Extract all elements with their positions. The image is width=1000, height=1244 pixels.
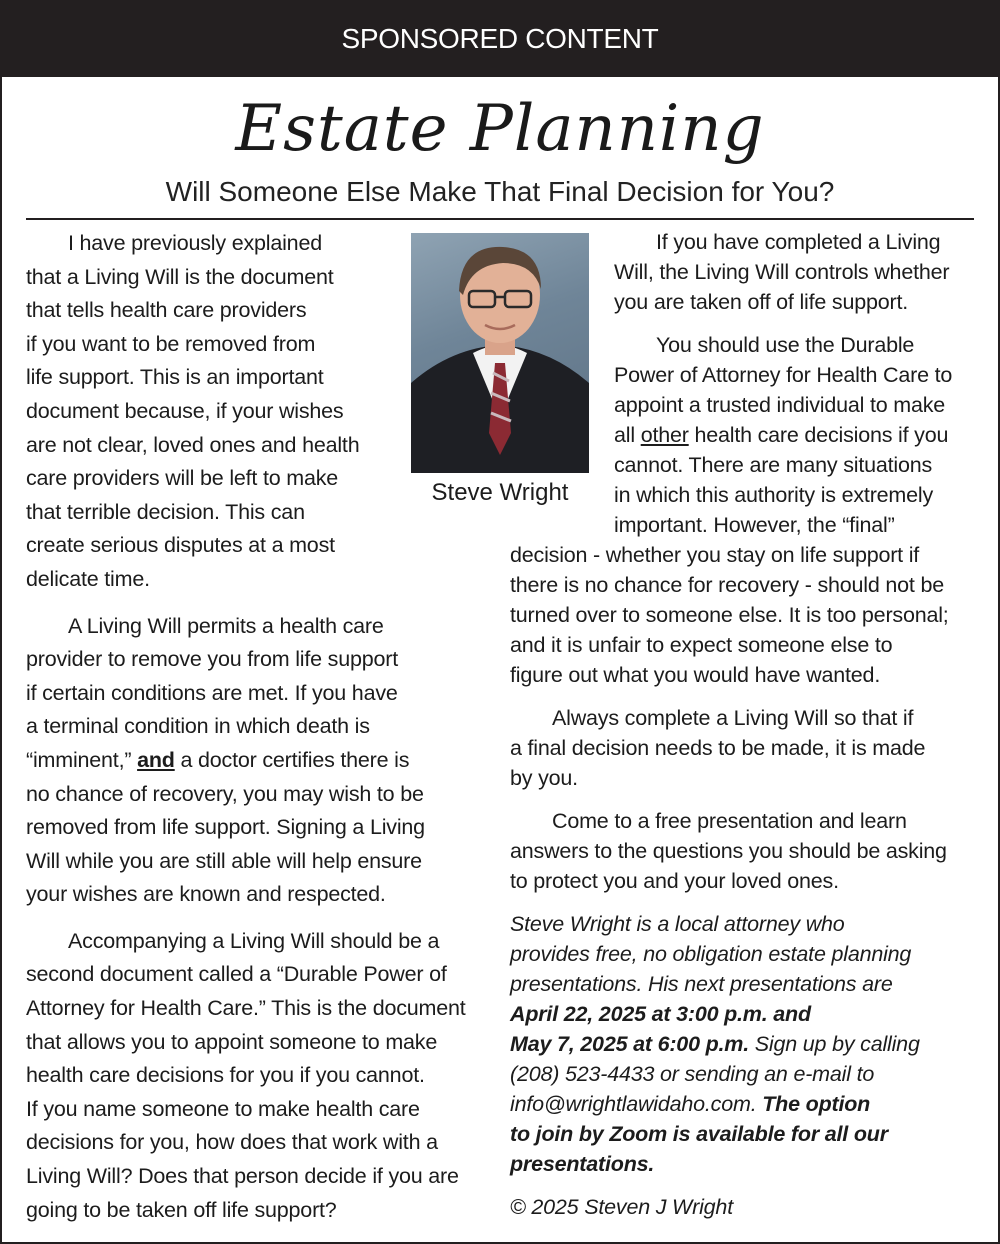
presentation-date-2: May 7, 2025 at 6:00 p.m. (510, 1032, 749, 1056)
text-line: health care decisions for you if you cannot. (26, 1063, 425, 1088)
text-line: If you name someone to make health care (26, 1096, 420, 1121)
text-line: if certain conditions are met. If you have (26, 680, 398, 705)
left-column (26, 227, 496, 1227)
left-paragraph-2 (26, 610, 496, 912)
text-run: “imminent,” (26, 747, 138, 772)
presentation-date-1: April 22, 2025 at 3:00 p.m. and (510, 1002, 811, 1026)
text-run: all (614, 423, 641, 447)
text-run: a doctor certifies there is (174, 747, 410, 772)
text-line: by you. (510, 766, 578, 790)
title-divider (26, 218, 974, 220)
text-line: figure out what you would have wanted. (510, 663, 881, 687)
text-line: delicate time. (26, 566, 150, 591)
text-run: Sign up by calling (749, 1032, 920, 1056)
text-line: Always complete a Living Will so that if (552, 706, 914, 730)
text-line: there is no chance for recovery - should not be (510, 573, 944, 597)
text-line: Will, the Living Will controls whether (614, 260, 950, 284)
page-title: Estate Planning (235, 92, 765, 166)
text-line: You should use the Durable (656, 333, 915, 357)
text-line: that terrible decision. This can (26, 499, 305, 524)
text-line: and it is unfair to expect someone else to (510, 633, 893, 657)
text-line: you are taken off of life support. (614, 290, 908, 314)
text-line: answers to the questions you should be asking (510, 839, 947, 863)
text-line: Accompanying a Living Will should be a (68, 928, 440, 953)
text-line: Living Will? Does that person decide if you are (26, 1164, 459, 1189)
left-paragraph-1 (26, 227, 496, 597)
text-run: The option (762, 1092, 871, 1116)
text-line: turned over to someone else. It is too personal; (510, 603, 949, 627)
text-line: second document called a “Durable Power of (26, 962, 447, 987)
text-line: decision - whether you stay on life support if (510, 543, 920, 567)
text-run: health care decisions if you (688, 423, 949, 447)
text-line: presentations. (510, 1152, 655, 1176)
text-line: Attorney for Health Care.” This is the document (26, 996, 466, 1021)
right-paragraph-4 (510, 806, 986, 896)
text-line: a final decision needs to be made, it is made (510, 736, 926, 760)
text-line: going to be taken off life support? (26, 1197, 337, 1222)
text-line: presentations. His next presentations are (510, 972, 893, 996)
text-line: are not clear, loved ones and health (26, 432, 360, 457)
text-line (510, 1089, 986, 1119)
text-line: if you want to be removed from (26, 331, 316, 356)
text-line: Come to a free presentation and learn (552, 809, 907, 833)
text-line: in which this authority is extremely (614, 483, 934, 507)
text-line: to join by Zoom is available for all our (510, 1122, 888, 1146)
right-column-bottom (510, 540, 986, 1222)
phone-number: (208) 523-4433 or sending an e-mail to (510, 1062, 875, 1086)
text-line (510, 1029, 986, 1059)
right-paragraph-1 (614, 227, 984, 317)
right-paragraph-2 (614, 330, 984, 540)
text-line: Steve Wright is a local attorney who (510, 912, 845, 936)
text-line: I have previously explained (68, 231, 322, 255)
text-line: cannot. There are many situations (614, 453, 933, 477)
text-line: create serious disputes at a most (26, 533, 335, 558)
text-line: Will while you are still able will help ensure (26, 848, 422, 873)
emphasis-and: and (137, 747, 175, 772)
right-column-top (614, 227, 984, 540)
author-bio (510, 909, 986, 1179)
photo-caption: Steve Wright (431, 479, 569, 506)
text-line (614, 420, 984, 450)
text-line: life support. This is an important (26, 365, 324, 390)
text-line: that allows you to appoint someone to make (26, 1029, 438, 1054)
emphasis-other: other (640, 423, 689, 447)
text-line: to protect you and your loved ones. (510, 869, 839, 893)
right-paragraph-2-continued (510, 540, 986, 690)
text-line: no chance of recovery, you may wish to be (26, 781, 424, 806)
sponsored-banner: SPONSORED CONTENT (0, 0, 1000, 77)
email-address: info@wrightlawidaho.com. (510, 1092, 763, 1116)
text-line: provider to remove you from life support (26, 647, 398, 672)
right-paragraph-3 (510, 703, 986, 793)
page-subtitle: Will Someone Else Make That Final Decision for You? (165, 176, 835, 207)
left-paragraph-3 (26, 925, 496, 1227)
text-line (26, 744, 496, 778)
copyright-notice: © 2025 Steven J Wright (510, 1195, 733, 1219)
text-line: document because, if your wishes (26, 398, 344, 423)
text-line: your wishes are known and respected. (26, 882, 386, 907)
text-line: appoint a trusted individual to make (614, 393, 946, 417)
text-line: that tells health care providers (26, 298, 307, 323)
text-line: care providers will be left to make (26, 466, 339, 491)
text-line: a terminal condition in which death is (26, 714, 370, 739)
text-line: provides free, no obligation estate planning (510, 942, 912, 966)
text-line: removed from life support. Signing a Living (26, 815, 425, 840)
text-line: that a Living Will is the document (26, 264, 334, 289)
text-line: decisions for you, how does that work with a (26, 1130, 438, 1155)
text-line: A Living Will permits a health care (68, 613, 384, 638)
text-line: important. However, the “final” (614, 513, 895, 537)
text-line: If you have completed a Living (656, 230, 941, 254)
text-line: Power of Attorney for Health Care to (614, 363, 953, 387)
